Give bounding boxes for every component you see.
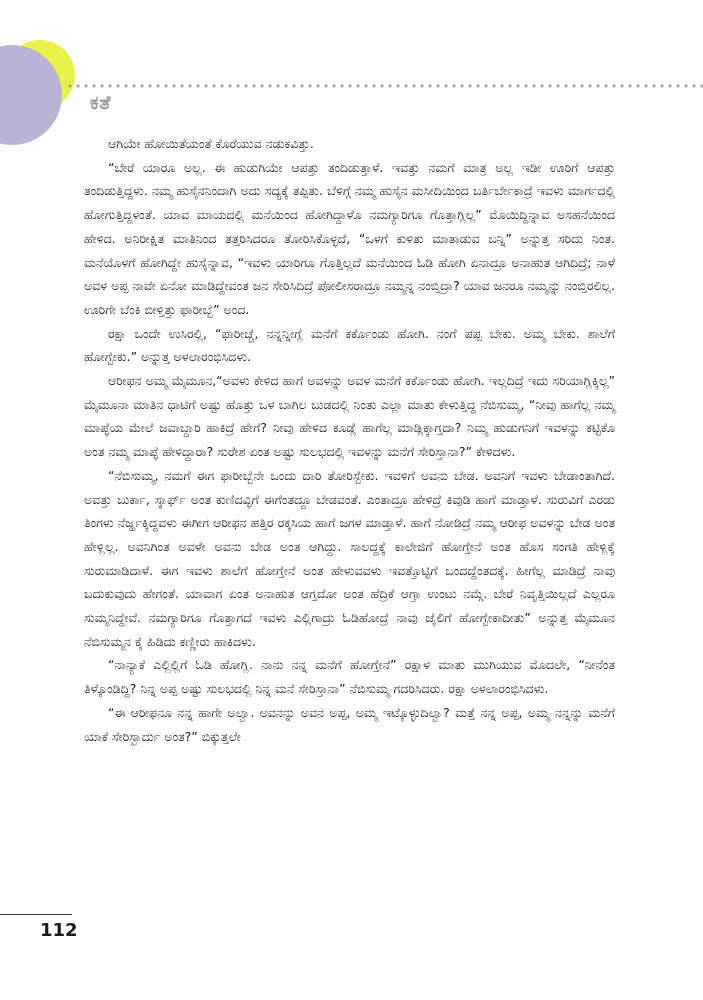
paragraph: “ಬೇರೆ ಯಾರೂ ಅಲ್ಲ. ಈ ಹುಡುಗಿಯೇ ಆಪತ್ತು ತಂದಿಡುತ್ತಾಳೆ. ಇವತ್ತು ನಮಗೆ ಮಾತ್ರ ಅಲ್ಲ ಇಡೀ ಊರಿಗೆ ಆಪತ್ತು ತಂದಿಡುತ್ತಿದ್ದಳು. ನಮ್ಮ ಹುಸೈನನಿಂದಾಗಿ ಅದು ಸದ್ಯಕ್ಕೆ ತಪ್ಪಿತು. ಬೆಳಿಗ್ಗೆ ನಮ್ಮ ಹುಸೈನ ಮಸೀದಿಯಿಂದ ಬರ್ತಿರ್ಬೇಕಾದ್ರೆ ಇವಳು ಮಾರ್ಗದಲ್ಲಿ ಹೋಗುತ್ತಿದ್ದಳಂತೆ. ಯಾವ ಮಾಯದಲ್ಲಿ ಮನೆಯಿಂದ ಹೋಗಿದ್ದಾಳೊ ನಮಗ್ಯಾರಿಗೂ ಗೊತ್ತಾಗ್ಲಿಲ್ಲ” ಮೊಯಿದ್ದಿನ್ನಾವ ಅಸಹನೆಯಿಂದ ಹೇಳಿದ. ಅನಿರೀಕ್ಷಿತ ಮಾತಿನಿಂದ ತತ್ತರಿಸಿದರೂ ತೋರಿಸಿಕೊಳ್ಳದೆ, “ಒಳಗೆ ಕುಳಿತು ಮಾತಾಡುವ ಬನ್ನಿ” ಅನ್ನುತ್ತ ಸರಿದು ನಿಂತ. ಮನೆಯೊಳಗೆ ಹೋಗಿದ್ದೇ ಹುಸೈನ್ನಾವ, “ಇವಳು ಯಾರಿಗೂ ಗೊತ್ತಿಲ್ಲದೆ ಮನೆಯಿಂದ ಓಡಿ ಹೋಗಿ ಏನಾದ್ರೂ ಅನಾಹುತ ಆಗಿದಿದ್ರೆ; ನಾಳೆ ಅವಳ ಅಪ್ಪ ನಾವೇ ಏನೋ ಮಾಡಿದ್ದೇವಂತ ಜನ ಸೇರಿಸಿದಿದ್ರೆ ಪೋಲೀಸರಾದ್ರೂ ನಮ್ಮನ್ನ ನಂಬ್ತಿದ್ರಾ? ಯಾವ ಜನರೂ ನಮ್ಮನ್ನು ನಂಬ್ತಿರಲಿಲ್ಲ. ಊರಿಗೇ ಬೆಂಕಿ ಬೀಳ್ತಿತ್ತು ಫಾರೀಬ್ಬೆ” ಅಂದ. [84,159,615,317]
paragraph: ರಕ್ಷಾ ಒಂದೇ ಉಸಿರಲ್ಲಿ, “ಫಾರೀಚ್ಚೆ, ನನ್ನನ್ನೀಗ್ಲೆ ಮನೆಗೆ ಕರ್ಕೊಂಡು ಹೋಗಿ. ನಂಗೆ ಪಪ್ಪ ಬೇಕು. ಅಮ್ಮ ಬೇಕು. ಶಾಲೆಗೆ ಹೋಗ್ಬೇಕು.” ಅನ್ನುತ್ತ ಅಳಲಾರಂಭಿಸಿದಳು. [84,325,615,365]
paragraph: “ನೆಬಿಸುಮ್ಮ, ನಮಗೆ ಈಗ ಫಾರೀಬ್ಬೆನೇ ಒಂದು ದಾರಿ ತೋರಿಸ್ಬೇಕು. ಇವಳಿಗೆ ಅವನು ಬೇಡ. ಅವನಿಗೆ ಇವಳು ಬೇಡಾಂತಾಗಿದೆ. ಅವತ್ತು ಬುರ್ಕಾ, ಸ್ಕಾರ್ಫ್ ಅಂತ ಕುಣಿದವ್ಳಿಗೆ ಈಗೆಂತದ್ದೂ ಬೇಡವಂತೆ. ಎಂತಾದ್ರೂ ಹೇಳಿದ್ರೆ ಕಿವುಡಿ ಹಾಗೆ ಮಾಡ್ತಾಳೆ. ಸುರುವಿಗೆ ಎರಡು ತಿಂಗಳು ನೆರ್ಜ್ಹಕ್ಕಿದ್ದವಳು ಈಗೀಗ ಆರೀಫನ ಹತ್ತಿರ ರಕ್ಕಸಿಯ ಹಾಗೆ ಜಗಳ ಮಾಡ್ತಾಳೆ. ಹಾಗೆ ನೋಡಿದ್ರೆ ನಮ್ಮ ಆರೀಫ ಅವಳನ್ನು ಬೇಡ ಅಂತ ಹೇಳ್ಲಿಲ್ಲ. ಅವನಿಗಿಂತ ಅವಳೇ ಅವನು ಬೇಡ ಅಂತ ಆಗಿದ್ದು. ಸಾಲದ್ದಕ್ಕೆ ಕಾಲೇಜಿಗೆ ಹೋಗ್ತೇನೆ ಅಂತ ಹೊಸ ಸಂಗತಿ ಹೇಳ್ಲಿಕ್ಕೆ ಸುರುಮಾಡಿದಾಳೆ. ಈಗ ಇವಳು ಶಾಲೆಗೆ ಹೋಗ್ತೇನೆ ಅಂತ ಹೇಳುವವಳು ಇವತ್ತೊಟ್ಟಿಗೆ ಬಂದದ್ದೆಂತದಕ್ಕೆ. ಹೀಗೆಲ್ಲ ಮಾಡಿದ್ರೆ ನಾವು ಬದುಕುವುದು ಹೇಗಂತೆ. ಯಾವಾಗ ಏಂತ ಅನಾಹುತ ಆಗ್ತದೋ ಅಂತ ಹೆದ್ರಿಕೆ ಆಗ್ತಾ ಉಂಟು ನಮ್ಗೆ. ಬೇರೆ ನಿವೃತ್ತಿಯಿಲ್ಲದೆ ಎಲ್ಲರೂ ಸುಮ್ಮನಿದ್ದೇವೆ. ನಮಗ್ಯಾರಿಗೂ ಗೊತ್ತಾಗದೆ ಇವಳು ಎಲ್ಲಿಗಾದ್ರು ಓಡಿಹೋದ್ರೆ ನಾವು ಜೈಲಿಗೆ ಹೋಗ್ಬೇಕಾದೀತು” ಅನ್ನುತ್ತ ಮೈಮೂನ ನೆಬಿಸುಮ್ಮನ ಕೈ ಹಿಡಿದು ಕಣ್ಣೀರು ಹಾಕಿದಳು. [84,467,615,649]
dotted-divider [66,84,703,88]
page-number: 112 [40,920,78,941]
section-title: ಕತೆ [90,92,112,114]
paragraph: ಆಗಿಯೇ ಹೋಯಿತೆಯಂತೆ ಕೊರೆಯುವ ನಡುಕವಿತ್ತು. [108,136,314,151]
paragraph: ಆರೀಫನ ಅಮ್ಮ ಮೈಮೂನ,“ಅವಳು ಕೇಳಿದ ಹಾಗೆ ಅವಳನ್ನು ಅವಳ ಮನೆಗೆ ಕರ್ಕೊಂಡು ಹೋಗಿ. ಇಲ್ಲದಿದ್ರೆ ಇದು ಸರಿಯಾಗ್ಲಿಕ್ಕಿಲ್ಲ” ಮೈಮೂನಾ ಮಾತಿನ ಧಾಟಿಗೆ ಅಷ್ಟು ಹೊತ್ತು ಒಳ ಬಾಗಿಲ ಬುಡದಲ್ಲಿ ನಿಂತು ಎಲ್ಲಾ ಮಾತು ಕೇಳುತ್ತಿದ್ದ ನೆಬಿಸುಮ್ಮ, “ನೀವು ಹಾಗೆಲ್ಲ ನಮ್ಮ ಮಾಪ್ಳೆಯ ಮೇಲೆ ಜವಾಬ್ದಾರಿ ಹಾಕಿದ್ರೆ ಹೇಗೆ? ನೀವು ಹೇಳಿದ ಕೂಡ್ಲೆ ಹಾಗೆಲ್ಲ ಮಾಡ್ಲಿಕ್ಕಾಗ್ತದಾ? ನಿಮ್ಮ ಹುಡುಗನಿಗೆ ಇವಳನ್ನು ಕಟ್ಟಿಕೊ ಅಂತ ನಮ್ಮ ಮಾಪ್ಳೆ ಹೇಳಿದ್ದಾರಾ? ಸುರೇಶ ಏಂತ ಅಷ್ಟು ಸುಲಭದಲ್ಲಿ ಇವಳನ್ನು ಮನೆಗೆ ಸೇರಿಸ್ತಾನಾ?” ಕೇಳಿದಳು. [84,373,615,460]
paragraph: “ಈ ಆರೀಫನೂ ನನ್ನ ಹಾಗೇ ಅಲ್ವಾ. ಅವನನ್ನು ಅವನ ಅಪ್ಪ, ಅಮ್ಮ ಇಟ್ಕೊಳ್ಳುದಿಲ್ವಾ? ಮತ್ತೆ ನನ್ನ ಅಪ್ಪ, ಅಮ್ಮ ನನ್ನನ್ನು ಮನೆಗೆ ಯಾಕೆ ಸೇರಿಸ್ಬಾರ್ದು ಅಂತ?” ಬಿಕ್ಕುತ್ತಲೇ [84,704,615,744]
footer-rule [0,914,72,915]
paragraph: “ನಾನ್ಯಾಕೆ ಎಲ್ಲಿಲ್ಲಿಗೆ ಓಡಿ ಹೋಗ್ಲಿ. ನಾನು ನನ್ನ ಮನೆಗೆ ಹೋಗ್ತೇನೆ” ರಕ್ಷಾಳ ಮಾತು ಮುಗಿಯುವ ಮೊದಲೇ, “ನೀನೆಂತ ತಿಳ್ಕೊಂಡಿದ್ದಿ? ನಿನ್ನ ಅಪ್ಪ ಅಷ್ಟು ಸುಲಭದಲ್ಲಿ ನಿನ್ನ ಮನೆ ಸೇರಿಸ್ತಾನಾ” ನೆಬಿಸುಮ್ಮ ಗದರಿಸಿದರು. ರಕ್ಷಾ ಅಳಲಾರಂಭಿಸಿದಳು. [84,657,615,697]
story-text [84,132,615,748]
